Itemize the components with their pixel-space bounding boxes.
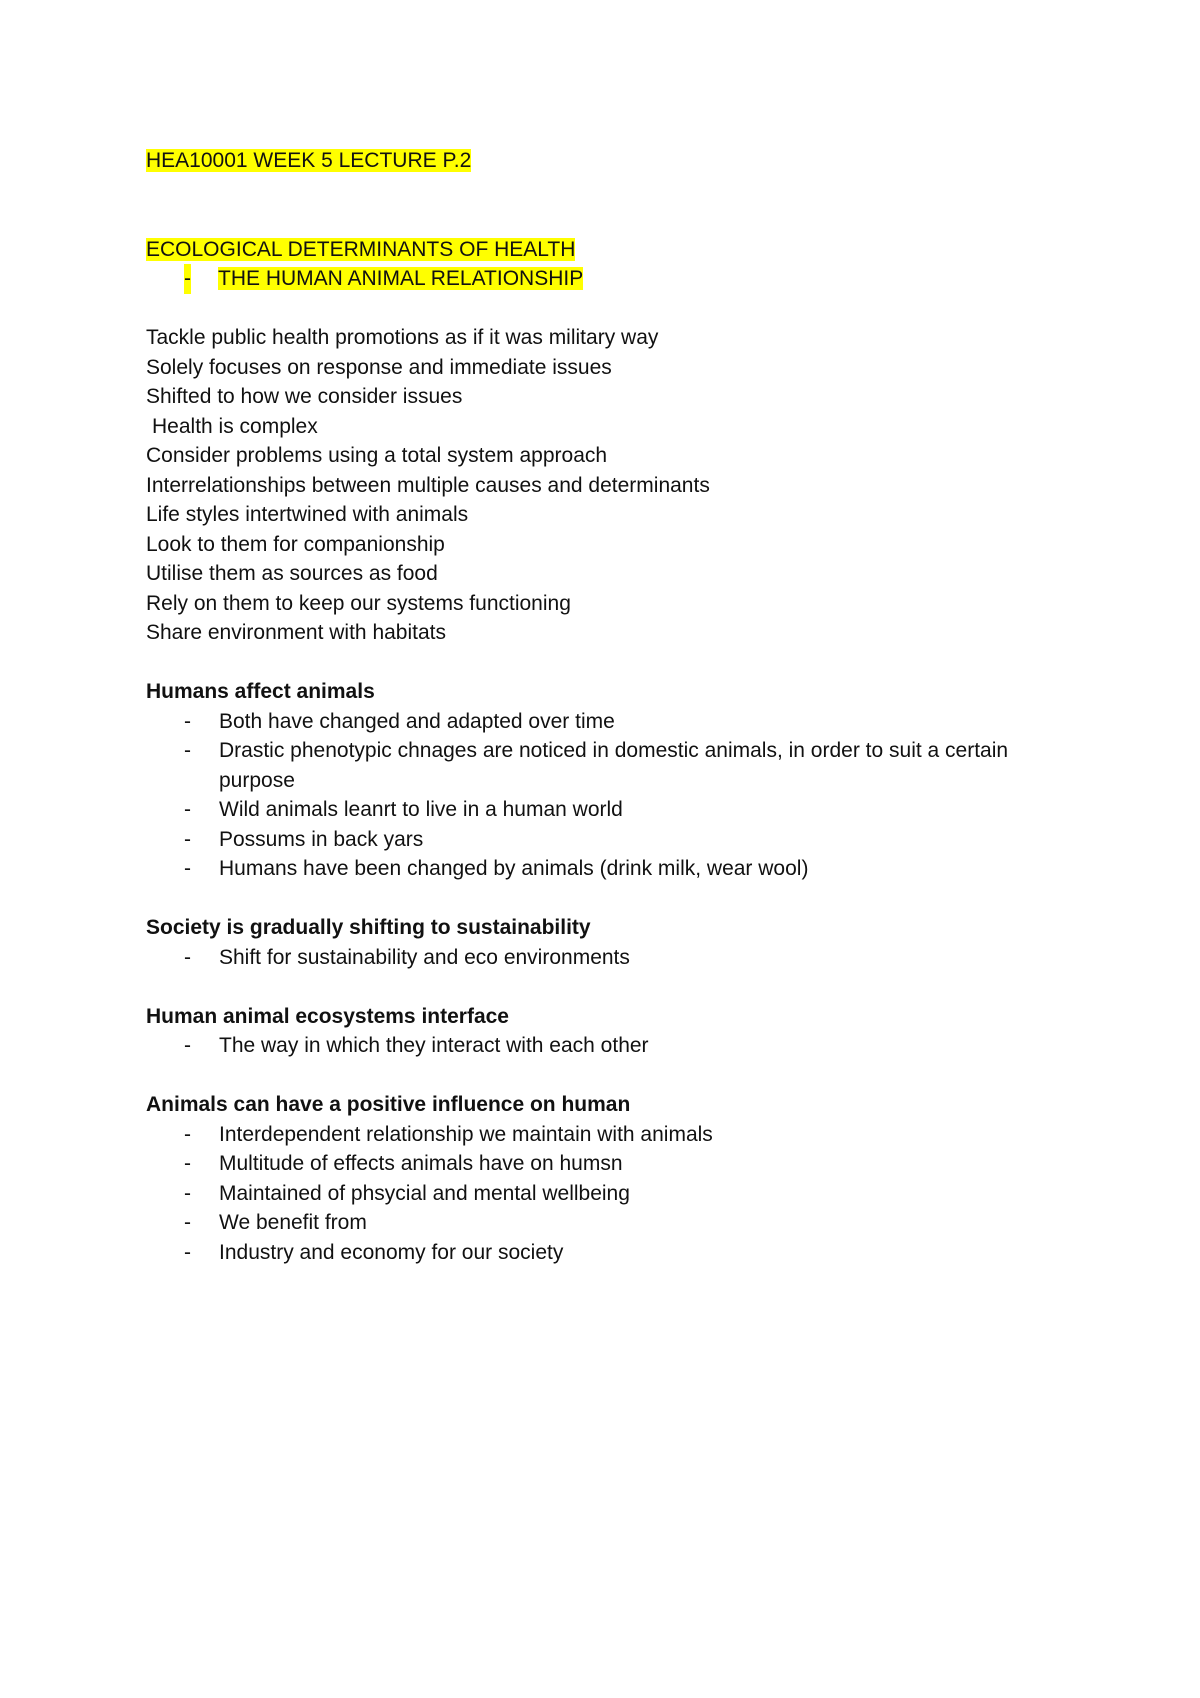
bullet-text: Maintained of phsycial and mental wellbeing <box>219 1181 630 1205</box>
intro-line: Look to them for companionship <box>146 532 445 556</box>
bullet-dash: - <box>184 945 191 969</box>
bullet-text: The way in which they interact with each other <box>219 1034 649 1057</box>
intro-list <box>146 323 1086 648</box>
bullet-item <box>146 943 1086 973</box>
bullet-dash: - <box>184 709 191 733</box>
intro-line: Tackle public health promotions as if it was military way <box>146 326 659 349</box>
bullet-dash: - <box>184 1240 191 1264</box>
spacer <box>146 648 1086 678</box>
intro-line: Interrelationships between multiple causes and determinants <box>146 473 710 497</box>
section-heading: Human animal ecosystems interface <box>146 1004 509 1028</box>
section-humans-affect-animals <box>146 677 1086 884</box>
section-ecosystems-interface <box>146 1002 1086 1061</box>
bullet-item <box>146 1031 1086 1061</box>
intro-line: Consider problems using a total system approach <box>146 444 608 467</box>
intro-line: Life styles intertwined with animals <box>146 503 469 526</box>
sub-heading-text: THE HUMAN ANIMAL RELATIONSHIP <box>218 267 584 290</box>
bullet-item <box>146 1149 1086 1179</box>
bullet-item <box>146 736 1086 795</box>
document-title <box>146 146 1086 176</box>
intro-line: Rely on them to keep our systems functioning <box>146 591 571 615</box>
spacer <box>146 176 1086 235</box>
bullet-text: Humans have been changed by animals (drink milk, wear wool) <box>219 857 809 880</box>
spacer <box>146 972 1086 1002</box>
bullet-item <box>146 854 1086 884</box>
bullet-item <box>146 1208 1086 1238</box>
bullet-text: Both have changed and adapted over time <box>219 709 615 733</box>
section-heading: Animals can have a positive influence on human <box>146 1093 631 1116</box>
bullet-text: We benefit from <box>219 1211 367 1234</box>
section-heading: Society is gradually shifting to sustainability <box>146 916 591 939</box>
bullet-text: Multitude of effects animals have on humsn <box>219 1152 623 1175</box>
bullet-text: Wild animals leanrt to live in a human world <box>219 798 623 821</box>
bullet-item <box>146 825 1086 855</box>
main-heading <box>146 235 1086 265</box>
document-body <box>146 146 1086 1267</box>
bullet-dash: - <box>184 857 191 880</box>
spacer <box>146 884 1086 914</box>
bullet-dash: - <box>184 1211 191 1234</box>
document-title-text: HEA10001 WEEK 5 LECTURE P.2 <box>146 149 472 172</box>
bullet-dash: - <box>184 827 191 851</box>
section-positive-influence <box>146 1090 1086 1267</box>
bullet-text: Interdependent relationship we maintain with animals <box>219 1122 713 1146</box>
bullet-text: Drastic phenotypic chnages are noticed in domestic animals, in order to suit a certain purpose <box>219 739 1009 792</box>
bullet-dash: - <box>184 1122 191 1146</box>
spacer <box>146 294 1086 324</box>
section-sustainability <box>146 913 1086 972</box>
bullet-text: Shift for sustainability and eco environments <box>219 945 630 969</box>
bullet-dash: - <box>184 739 191 762</box>
bullet-item <box>146 1120 1086 1150</box>
intro-line: Share environment with habitats <box>146 621 446 644</box>
bullet-dash: - <box>184 798 191 821</box>
bullet-list <box>146 943 1086 973</box>
bullet-list <box>146 1031 1086 1061</box>
intro-line: Utilise them as sources as food <box>146 562 438 585</box>
bullet-dash: - <box>184 1034 191 1057</box>
spacer <box>146 1061 1086 1091</box>
bullet-item <box>146 1238 1086 1268</box>
section-heading: Humans affect animals <box>146 680 375 703</box>
sub-heading-dash: - <box>184 264 191 294</box>
bullet-dash: - <box>184 1152 191 1175</box>
bullet-item <box>146 707 1086 737</box>
main-heading-text: ECOLOGICAL DETERMINANTS OF HEALTH <box>146 237 576 261</box>
intro-line: Shifted to how we consider issues <box>146 385 463 408</box>
bullet-item <box>146 1179 1086 1209</box>
intro-line: Solely focuses on response and immediate issues <box>146 355 612 379</box>
bullet-item <box>146 795 1086 825</box>
sub-heading <box>184 264 1086 294</box>
intro-line: Health is complex <box>152 414 318 438</box>
bullet-list <box>146 707 1086 884</box>
bullet-text: Possums in back yars <box>219 827 424 851</box>
bullet-dash: - <box>184 1181 191 1205</box>
bullet-list <box>146 1120 1086 1268</box>
bullet-text: Industry and economy for our society <box>219 1240 564 1264</box>
